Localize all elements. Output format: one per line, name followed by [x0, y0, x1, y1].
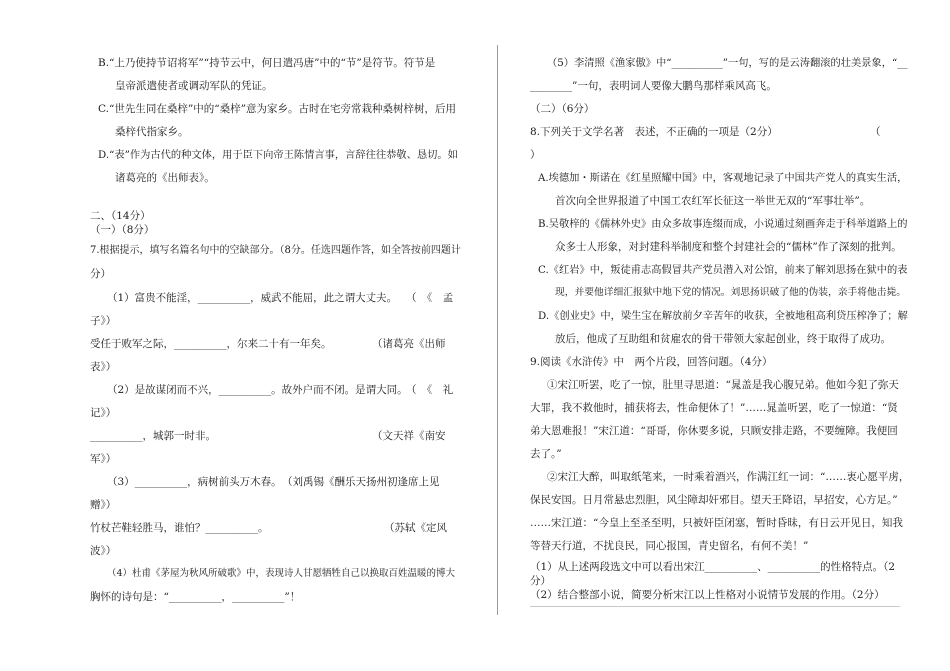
- option-c-line2: 桑梓代指家乡。: [115, 126, 189, 138]
- option-b-line1-r: B.吴敬梓的《儒林外史》由众多故事连缀而成，小说通过刻画奔走于科举道路上的: [538, 218, 908, 230]
- item-3-line2: 赠》）: [90, 499, 117, 511]
- item-3-source-a: （刘禹锡《酬乐天扬州初逢席上见: [282, 476, 440, 488]
- question-7-line2: 分）: [90, 268, 111, 280]
- item-1-line3: 受任于败军之际，__________，尔来二十有一年矣。: [90, 338, 332, 350]
- question-9-part-1-cont: 分）: [530, 575, 551, 587]
- question-7-line1: 7.根据提示，填写名篇名句中的空缺部分。（8分。任选四题作答，如全答按前四题计: [90, 245, 461, 256]
- item-3-line1: （3）__________，病树前头万木春。: [107, 476, 282, 488]
- question-8-line2: ）: [530, 149, 541, 161]
- question-8-answer-paren: （: [870, 126, 881, 138]
- option-a-line1: A.埃德加・斯诺在《红星照耀中国》中，客观地记录了中国共产党人的真实生活，: [538, 172, 908, 184]
- item-1-source-a: （ 《 孟: [406, 292, 454, 304]
- item-2-line1: （2）是故谋闭而不兴，__________。故外户而不闭。是谓大同。: [107, 384, 408, 396]
- question-9-stem: 9.阅读《水浒传》中 两个片段，回答问题。（4分）: [530, 356, 773, 368]
- option-d-line1: D.“表”作为古代的种文体，用于臣下向帝王陈情言事，言辞往往恭敬、恳切。如: [98, 149, 458, 161]
- item-2-line3: __________，城郭一时非。: [90, 430, 216, 442]
- item-2-source-a: （ 《 礼: [406, 384, 454, 396]
- item-1-line2: 子》）: [90, 315, 117, 327]
- passage-1-line3: 弟大恩难报！”宋江道：“哥哥，你休要多说，只顾安排走路，不要缠障。我便回: [530, 425, 898, 437]
- question-9-part-1: （1）从上述两段选文中可以看出宋江__________、__________的性格特点。（2: [530, 561, 896, 573]
- passage-1-line2: 大罪，我不救他时，捕获将去，性命便休了！”……晁盖听罢，吃了一惊道：“贤: [530, 402, 898, 414]
- passage-2-line4: 等替天行道，不扰良民，同心报国，青史留名，有何不美！”: [530, 540, 809, 552]
- option-c-line2-r: 现，并要他详细汇报狱中地下党的情况。刘思扬识破了他的伪装，亲手将他击毙。: [555, 287, 906, 298]
- item-2-line4: 军》）: [90, 453, 117, 465]
- option-a-line2: 首次向全世界报道了中国工农红军长征这一举世无双的“军事壮举”。: [555, 195, 871, 207]
- passage-1-line1: ①宋江听罢，吃了一惊，肚里寻思道：“晁盖是我心腹兄弟。他如今犯了弥天: [547, 379, 899, 391]
- item-5-line1: （5）李清照《渔家傲》中“__________”一句，写的是云涛翻滚的壮美景象，“__: [547, 57, 908, 69]
- option-c-line1-r: C.《红岩》中，叛徒甫志高假冒共产党员潜入对公馆，前来了解刘思扬在狱中的表: [538, 264, 908, 276]
- answer-line: [530, 606, 900, 607]
- section-two-heading: 二、（14分）: [90, 210, 151, 222]
- item-3-line4: 波》）: [90, 545, 117, 557]
- item-4-line2: 胸怀的诗句是：“__________，__________”！: [90, 591, 301, 603]
- option-d-line2-r: 放后，他成了互助组和贫雇农的骨干带领大家起创业，终于取得了成功。: [555, 333, 891, 345]
- option-b-line2-r: 众多士人形象，对封建科举制度和整个封建社会的“儒林”作了深刻的批判。: [555, 241, 902, 253]
- item-1-line4: 表》）: [90, 361, 117, 373]
- passage-1-line4: 去了。”: [530, 448, 562, 460]
- item-2-line2: 记》）: [90, 407, 117, 419]
- option-d-line1-r: D.《创业史》中，梁生宝在解放前夕辛苦年的收获，全被地租高利贷压榨净了；解: [538, 310, 908, 322]
- option-c-line1: C.“世先生同在桑梓”中的“桑梓”意为家乡。古时在宅旁常栽种桑树梓树，后用: [98, 103, 456, 115]
- option-d-line2: 诸葛亮的《出师表》。: [115, 172, 215, 184]
- item-4-line1: （4）杜甫《茅屋为秋风所破歌》中，表现诗人甘愿牺牲自己以换取百姓温暖的博大: [107, 568, 456, 579]
- option-b-line2: 皇帝派遣使者或调动军队的凭证。: [115, 80, 273, 92]
- question-9-part-2: （2）结合整部小说，简要分析宋江以上性格对小说情节发展的作用。（2分）: [530, 589, 885, 601]
- passage-2-line3: ……宋江道：“今皇上至圣至明，只被奸臣闭塞，暂时昏昧，有日云开见日，知我: [530, 517, 903, 529]
- passage-2-line2: 保民安国。日月常悬忠烈胆，风尘障却奸邪目。望天王降诏，早招安，心方足。”: [530, 494, 898, 506]
- item-3-source-b: （苏轼《定风: [384, 522, 447, 534]
- subsection-one-heading: （一）（8分）: [90, 224, 155, 236]
- item-1-line1: （1）富贵不能淫，__________，威武不能屈，此之谓大丈夫。: [107, 292, 398, 304]
- subsection-two-heading: （二）（6分）: [530, 103, 595, 115]
- column-divider: [497, 45, 498, 615]
- item-2-source-b: （文天祥《南安: [372, 430, 446, 442]
- question-8-line1: 8.下列关于文学名著 表述，不正确的一项是（2分）: [530, 126, 778, 138]
- item-3-line3: 竹杖芒鞋轻胜马，谁怕？__________。: [90, 522, 269, 534]
- passage-2-line1: ②宋江大醉，叫取纸笔来，一时乘着酒兴，作满江红一词：“……衷心愿平虏，: [547, 471, 910, 483]
- option-b-line1: B.“上乃使持节诏将军”“持节云中，何日遣冯唐”中的“节”是符节。符节是: [98, 57, 436, 69]
- item-5-line2: ________”一句，表明词人要像大鹏鸟那样乘风高飞。: [530, 80, 777, 92]
- item-1-source-b: （诸葛亮《出师: [372, 338, 446, 350]
